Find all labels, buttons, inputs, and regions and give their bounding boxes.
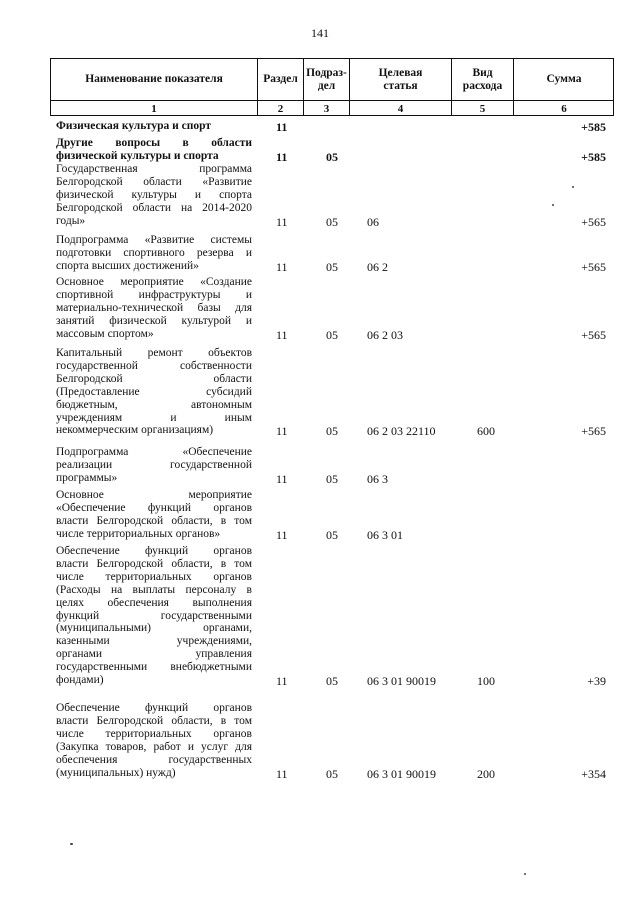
row-podrazdel: 05 <box>326 150 338 164</box>
row-razdel: 11 <box>276 328 288 342</box>
row-name: Подпрограмма «Обеспечение реализации государственной программы» <box>56 446 252 484</box>
row-celevaya: 06 <box>367 215 379 229</box>
row-summa: +39 <box>587 674 606 688</box>
row-name: Основное мероприятие «Обеспечение функций органов власти Белгородской области, в том числе территориальных органов» <box>56 489 252 540</box>
header-num-1: 1 <box>151 102 157 115</box>
row-razdel: 11 <box>276 150 288 164</box>
scan-speck <box>524 873 526 875</box>
row-celevaya: 06 2 03 22110 <box>367 424 436 438</box>
row-vid: 200 <box>477 767 495 781</box>
row-name: Физическая культура и спорт <box>56 120 212 132</box>
row-vid: 600 <box>477 424 495 438</box>
row-razdel: 11 <box>276 260 288 274</box>
row-celevaya: 06 3 01 90019 <box>367 767 436 781</box>
row-name: Обеспечение функций органов власти Белгородской области, в том числе территориальных органов (Закупка товаров, работ и услуг для обеспечения государственных (муниципальных) нужд) <box>56 702 252 779</box>
row-podrazdel: 05 <box>326 328 338 342</box>
scan-speck <box>552 204 554 206</box>
header-num-5: 5 <box>479 102 486 115</box>
row-name: Государственная программа Белгородской области «Развитие физической культуры и спорта Белгородской области на 2014-2020 годы» <box>56 163 252 227</box>
row-podrazdel: 05 <box>326 528 338 542</box>
row-razdel: 11 <box>276 472 288 486</box>
row-celevaya: 06 2 <box>367 260 388 274</box>
row-vid: 100 <box>477 674 495 688</box>
row-podrazdel: 05 <box>326 674 338 688</box>
row-summa: +585 <box>581 120 606 134</box>
header-name: Наименование показателя <box>85 73 223 85</box>
row-razdel: 11 <box>276 528 288 542</box>
row-podrazdel: 05 <box>326 260 338 274</box>
row-name: Другие вопросы в области физической культуры и спорта <box>56 137 252 162</box>
row-podrazdel: 05 <box>326 767 338 781</box>
row-podrazdel: 05 <box>326 215 338 229</box>
row-summa: +354 <box>581 767 606 781</box>
row-name: Подпрограмма «Развитие системы подготовки спортивного резерва и спорта высших достижений» <box>56 234 252 272</box>
row-razdel: 11 <box>276 767 288 781</box>
row-summa: +565 <box>581 260 606 274</box>
row-razdel: 11 <box>276 120 288 134</box>
header-vid: Вид расхода <box>462 66 503 92</box>
row-celevaya: 06 3 <box>367 472 388 486</box>
scan-speck <box>70 843 73 845</box>
row-name: Обеспечение функций органов власти Белгородской области, в том числе территориальных органов (Расходы на выплаты персоналу в целях обеспечения выполнения функций государственными (муниципальными) органами, казенными учреждениями, органами управления государственными внебюджетными фондами) <box>56 545 252 687</box>
row-razdel: 11 <box>276 674 288 688</box>
header-summa: Сумма <box>546 73 582 85</box>
header-num-2: 2 <box>277 102 284 115</box>
row-name: Основное мероприятие «Создание спортивной инфраструктуры и материально-технической базы для занятий физической культурой и массовым спортом» <box>56 276 252 340</box>
row-razdel: 11 <box>276 424 288 438</box>
scan-speck <box>572 186 574 188</box>
row-podrazdel: 05 <box>326 472 338 486</box>
header-razdel: Раздел <box>263 73 298 85</box>
header-num-6: 6 <box>561 102 567 115</box>
table-header <box>50 58 614 116</box>
row-podrazdel: 05 <box>326 424 338 438</box>
header-num-3: 3 <box>323 102 330 115</box>
page-number: 141 <box>311 26 329 40</box>
row-celevaya: 06 3 01 <box>367 528 403 542</box>
row-name: Капитальный ремонт объектов государственной собственности Белгородской области (Предоставление субсидий бюджетным, автономным учреждениям и иным некоммерческим организациям) <box>56 347 252 437</box>
header-podrazdel: Подраз- дел <box>306 66 347 92</box>
row-summa: +565 <box>581 424 606 438</box>
row-celevaya: 06 3 01 90019 <box>367 674 436 688</box>
header-celevaya: Целевая статья <box>378 66 423 92</box>
row-summa: +565 <box>581 215 606 229</box>
row-razdel: 11 <box>276 215 288 229</box>
row-celevaya: 06 2 03 <box>367 328 403 342</box>
row-summa: +585 <box>581 150 606 164</box>
header-num-4: 4 <box>397 102 404 115</box>
row-summa: +565 <box>581 328 606 342</box>
